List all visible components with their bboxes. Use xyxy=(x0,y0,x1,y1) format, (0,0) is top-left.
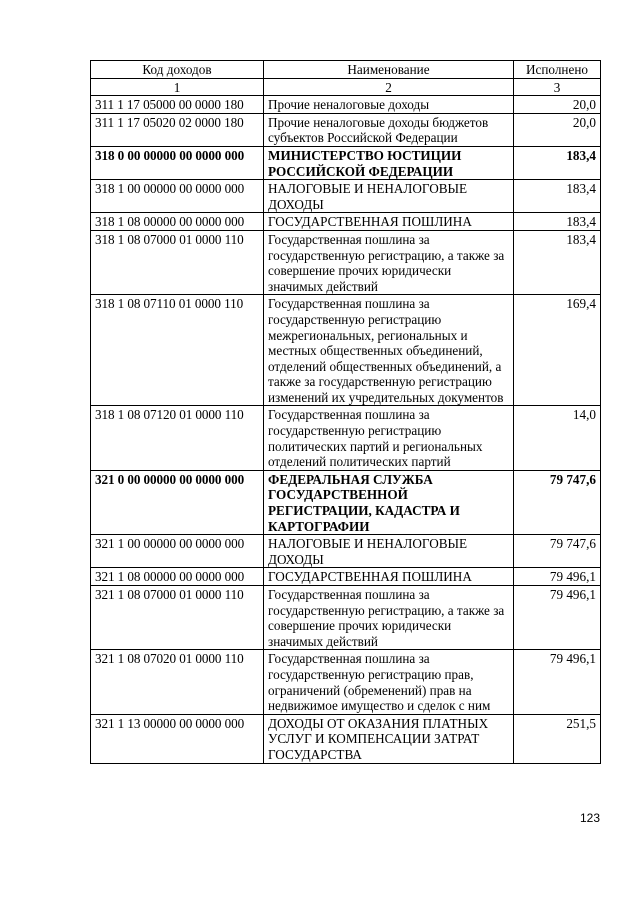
column-number-1: 1 xyxy=(91,78,264,96)
column-number-row xyxy=(91,78,601,96)
row-code: 321 1 13 00000 00 0000 000 xyxy=(91,714,264,763)
row-value: 251,5 xyxy=(514,714,601,763)
header-code: Код доходов xyxy=(91,61,264,79)
row-code: 311 1 17 05000 00 0000 180 xyxy=(91,96,264,114)
table-row xyxy=(91,535,601,568)
table-row xyxy=(91,714,601,763)
row-value: 14,0 xyxy=(514,406,601,470)
row-code: 321 1 08 07020 01 0000 110 xyxy=(91,650,264,714)
row-code: 318 1 08 07110 01 0000 110 xyxy=(91,295,264,406)
row-name: Государственная пошлина за государственную регистрацию межрегиональных, региональных и местных общественных объединений, отделений общественных объединений, а также за государственную регистрацию изменений их учредительных документов xyxy=(264,295,514,406)
row-code: 318 0 00 00000 00 0000 000 xyxy=(91,146,264,179)
table-header-row xyxy=(91,61,601,79)
header-executed: Исполнено xyxy=(514,61,601,79)
table-row xyxy=(91,230,601,294)
table-row xyxy=(91,295,601,406)
row-value: 183,4 xyxy=(514,146,601,179)
table-row xyxy=(91,146,601,179)
row-value: 20,0 xyxy=(514,113,601,146)
row-code: 311 1 17 05020 02 0000 180 xyxy=(91,113,264,146)
row-name: НАЛОГОВЫЕ И НЕНАЛОГОВЫЕ ДОХОДЫ xyxy=(264,535,514,568)
row-name: НАЛОГОВЫЕ И НЕНАЛОГОВЫЕ ДОХОДЫ xyxy=(264,180,514,213)
table-row xyxy=(91,586,601,650)
row-name: Государственная пошлина за государственную регистрацию прав, ограничений (обременений) прав на недвижимое имущество и сделок с ним xyxy=(264,650,514,714)
row-code: 318 1 08 00000 00 0000 000 xyxy=(91,213,264,231)
table-row xyxy=(91,470,601,534)
table-row xyxy=(91,406,601,470)
table-row xyxy=(91,213,601,231)
row-value: 183,4 xyxy=(514,213,601,231)
row-value: 79 496,1 xyxy=(514,568,601,586)
table-row xyxy=(91,113,601,146)
row-name: Государственная пошлина за государственную регистрацию политических партий и региональных отделений политических партий xyxy=(264,406,514,470)
row-value: 20,0 xyxy=(514,96,601,114)
row-code: 321 1 08 00000 00 0000 000 xyxy=(91,568,264,586)
column-number-3: 3 xyxy=(514,78,601,96)
row-value: 183,4 xyxy=(514,180,601,213)
row-code: 318 1 00 00000 00 0000 000 xyxy=(91,180,264,213)
row-name: Государственная пошлина за государственную регистрацию, а также за совершение прочих юридически значимых действий xyxy=(264,586,514,650)
row-name: ГОСУДАРСТВЕННАЯ ПОШЛИНА xyxy=(264,568,514,586)
row-code: 321 0 00 00000 00 0000 000 xyxy=(91,470,264,534)
row-name: ФЕДЕРАЛЬНАЯ СЛУЖБА ГОСУДАРСТВЕННОЙ РЕГИСТРАЦИИ, КАДАСТРА И КАРТОГРАФИИ xyxy=(264,470,514,534)
column-number-2: 2 xyxy=(264,78,514,96)
table-row xyxy=(91,180,601,213)
row-name: Прочие неналоговые доходы бюджетов субъектов Российской Федерации xyxy=(264,113,514,146)
page-number: 123 xyxy=(579,811,600,825)
row-value: 79 496,1 xyxy=(514,650,601,714)
row-code: 318 1 08 07000 01 0000 110 xyxy=(91,230,264,294)
row-value: 183,4 xyxy=(514,230,601,294)
table-row xyxy=(91,96,601,114)
row-name: Прочие неналоговые доходы xyxy=(264,96,514,114)
row-name: МИНИСТЕРСТВО ЮСТИЦИИ РОССИЙСКОЙ ФЕДЕРАЦИИ xyxy=(264,146,514,179)
row-name: ГОСУДАРСТВЕННАЯ ПОШЛИНА xyxy=(264,213,514,231)
row-code: 318 1 08 07120 01 0000 110 xyxy=(91,406,264,470)
table-body xyxy=(91,96,601,763)
revenue-table xyxy=(90,60,601,764)
row-value: 79 496,1 xyxy=(514,586,601,650)
header-name: Наименование xyxy=(264,61,514,79)
table-row xyxy=(91,568,601,586)
row-value: 169,4 xyxy=(514,295,601,406)
row-code: 321 1 00 00000 00 0000 000 xyxy=(91,535,264,568)
row-value: 79 747,6 xyxy=(514,535,601,568)
row-value: 79 747,6 xyxy=(514,470,601,534)
table-row xyxy=(91,650,601,714)
row-name: Государственная пошлина за государственную регистрацию, а также за совершение прочих юридически значимых действий xyxy=(264,230,514,294)
row-code: 321 1 08 07000 01 0000 110 xyxy=(91,586,264,650)
row-name: ДОХОДЫ ОТ ОКАЗАНИЯ ПЛАТНЫХ УСЛУГ И КОМПЕНСАЦИИ ЗАТРАТ ГОСУДАРСТВА xyxy=(264,714,514,763)
